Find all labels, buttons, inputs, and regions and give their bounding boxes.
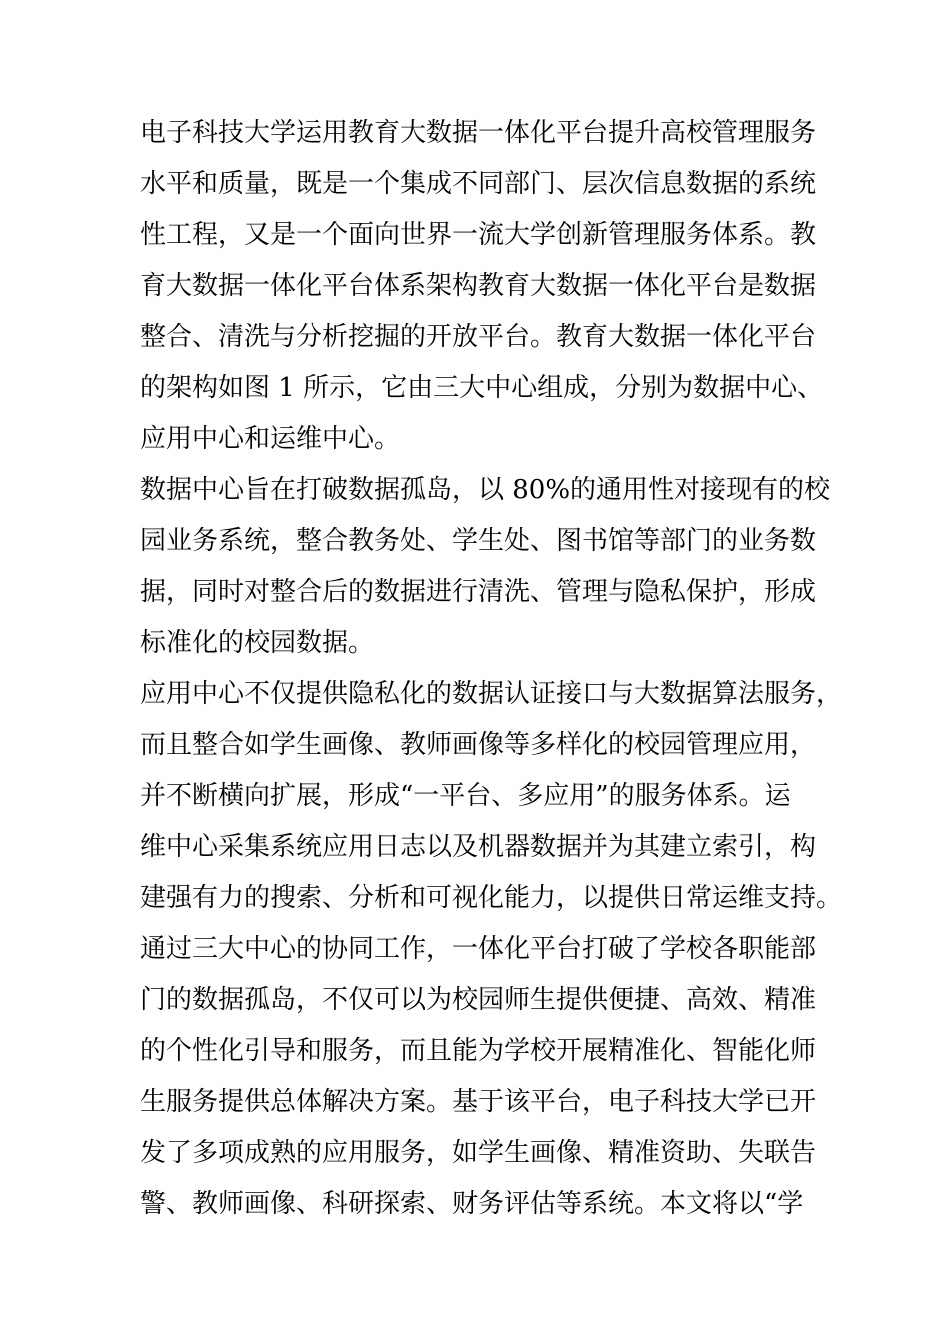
- text-line: 而且整合如学生画像、教师画像等多样化的校园管理应用，: [140, 730, 817, 760]
- text-line: 生服务提供总体解决方案。基于该平台，电子科技大学已开: [140, 1087, 817, 1117]
- text-line: 的架构如图 1 所示，它由三大中心组成，分别为数据中心、: [140, 373, 824, 403]
- text-line: 并不断横向扩展，形成“一平台、多应用”的服务体系。运: [140, 781, 791, 811]
- text-line: 据，同时对整合后的数据进行清洗、管理与隐私保护，形成: [140, 577, 817, 607]
- text-line: 园业务系统，整合教务处、学生处、图书馆等部门的业务数: [140, 526, 817, 556]
- text-line: 标准化的校园数据。: [140, 628, 375, 658]
- text-line: 育大数据一体化平台体系架构教育大数据一体化平台是数据: [140, 271, 817, 301]
- text-line: 应用中心不仅提供隐私化的数据认证接口与大数据算法服务，: [140, 679, 843, 709]
- text-line: 应用中心和运维中心。: [140, 424, 401, 454]
- text-line: 通过三大中心的协同工作，一体化平台打破了学校各职能部: [140, 934, 817, 964]
- text-line: 水平和质量，既是一个集成不同部门、层次信息数据的系统: [140, 169, 817, 199]
- text-line: 门的数据孤岛，不仅可以为校园师生提供便捷、高效、精准: [140, 985, 817, 1015]
- text-line: 建强有力的搜索、分析和可视化能力，以提供日常运维支持。: [140, 883, 843, 913]
- text-line: 的个性化引导和服务，而且能为学校开展精准化、智能化师: [140, 1036, 817, 1066]
- text-line: 性工程，又是一个面向世界一流大学创新管理服务体系。教: [140, 220, 817, 250]
- text-line: 发了多项成熟的应用服务，如学生画像、精准资助、失联告: [140, 1138, 817, 1168]
- text-line: 电子科技大学运用教育大数据一体化平台提升高校管理服务: [140, 118, 817, 148]
- text-line: 整合、清洗与分析挖掘的开放平台。教育大数据一体化平台: [140, 322, 817, 352]
- text-line: 数据中心旨在打破数据孤岛，以 80%的通用性对接现有的校: [140, 475, 831, 505]
- text-line: 警、教师画像、科研探索、财务评估等系统。本文将以“学: [140, 1189, 804, 1219]
- text-line: 维中心采集系统应用日志以及机器数据并为其建立索引，构: [140, 832, 817, 862]
